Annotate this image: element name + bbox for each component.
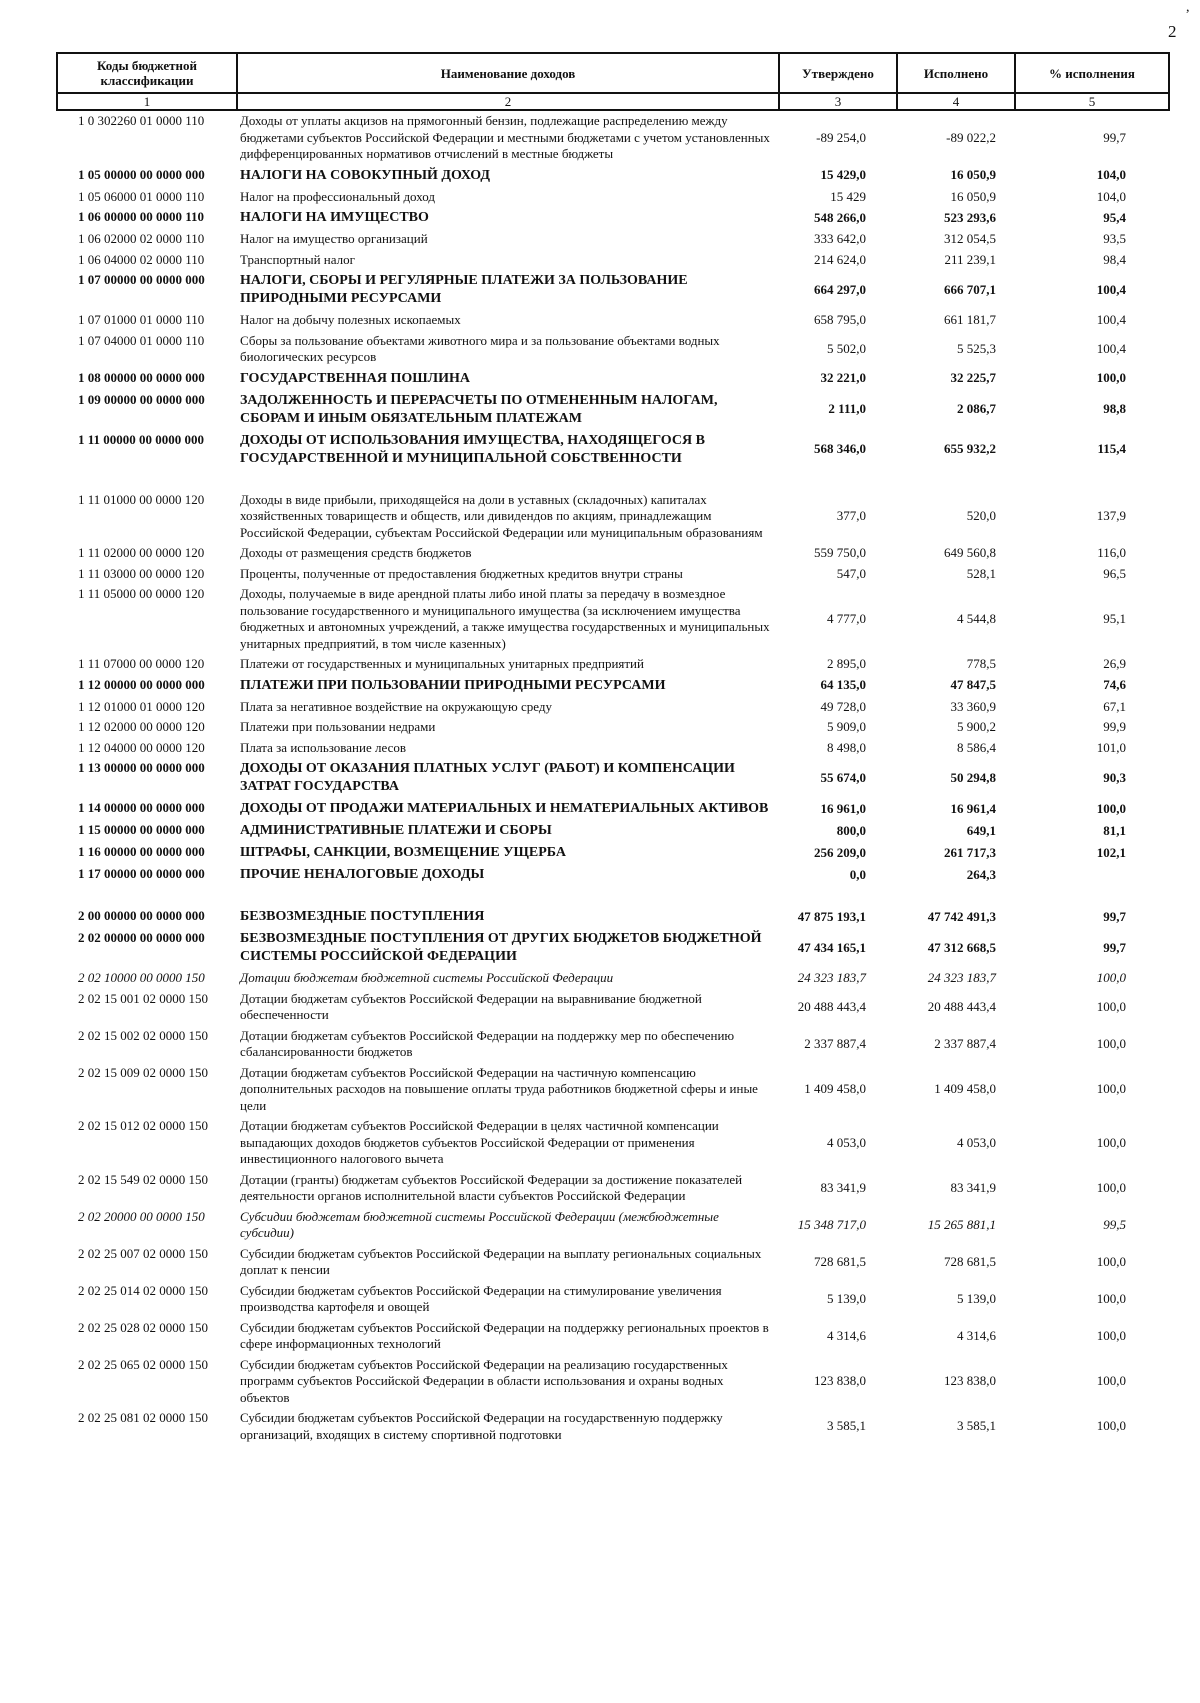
table-row [56,564,1168,585]
code-cell: 1 11 02000 00 0000 120 [78,545,205,560]
executed-cell: 5 900,2 [957,719,996,734]
name-cell: НАЛОГИ НА ИМУЩЕСТВО [240,210,429,225]
executed-cell: 8 586,4 [957,739,996,755]
percent-cell: 99,7 [1103,908,1126,924]
code-cell: 1 05 06000 01 0000 110 [78,188,205,204]
executed-cell: 83 341,9 [950,1179,996,1195]
code-cell: 1 11 05000 00 0000 120 [78,586,205,601]
approved-cell: 333 642,0 [814,231,866,246]
code-cell: 2 00 00000 00 0000 000 [78,908,205,923]
name-cell: НАЛОГИ, СБОРЫ И РЕГУЛЯРНЫЕ ПЛАТЕЖИ ЗА ПОЛЬЗОВАНИЕ ПРИРОДНЫМИ РЕСУРСАМИ [240,273,688,306]
table-row [56,229,1168,250]
percent-cell: 104,0 [1096,188,1126,204]
name-cell: Доходы в виде прибыли, приходящейся на доли в уставных (складочных) капиталах хозяйственных товариществ и обществ, или дивидендов по акциям, принадлежащим Российской Федерации, субъектам Российской Федерации или муниципальным образованиям [240,491,763,540]
percent-cell: 99,9 [1103,719,1126,734]
table-row [56,717,1168,738]
code-cell: 2 02 20000 00 0000 150 [78,1208,205,1224]
approved-cell: 20 488 443,4 [797,998,866,1014]
name-cell: ШТРАФЫ, САНКЦИИ, ВОЗМЕЩЕНИЕ УЩЕРБА [240,845,566,860]
code-cell: 1 13 00000 00 0000 000 [78,760,205,775]
executed-cell: 5 525,3 [957,340,996,356]
approved-cell: 2 337 887,4 [804,1035,866,1051]
percent-cell: 100,4 [1096,281,1126,297]
table-row [56,758,1168,798]
name-cell: Транспортный налог [240,251,355,267]
name-cell: БЕЗВОЗМЕЗДНЫЕ ПОСТУПЛЕНИЯ [240,909,485,924]
table-row [56,864,1168,886]
approved-cell: 0,0 [849,866,866,882]
executed-cell: 261 717,3 [944,844,996,860]
approved-cell: 47 875 193,1 [797,908,866,924]
percent-cell: 93,5 [1103,231,1126,246]
approved-cell [778,886,896,906]
percent-cell: 100,0 [1096,1327,1126,1343]
name-cell: Субсидии бюджетам субъектов Российской Федерации на поддержку региональных проектов в сфере информационных технологий [240,1319,769,1351]
percent-cell: 100,0 [1096,1081,1126,1096]
percent-cell: 102,1 [1096,844,1126,860]
approved-cell: 5 139,0 [827,1290,866,1306]
table-row [56,989,1168,1026]
executed-cell: 728 681,5 [944,1253,996,1269]
executed-cell: 661 181,7 [944,312,996,327]
table-row [56,270,1168,310]
approved-cell: 55 674,0 [820,769,866,785]
executed-cell: 24 323 183,7 [927,970,996,985]
approved-cell: 4 777,0 [827,610,866,626]
executed-cell: 211 239,1 [944,251,996,267]
approved-cell: 5 502,0 [827,340,866,356]
code-cell: 1 12 02000 00 0000 120 [78,719,205,734]
approved-cell: 47 434 165,1 [797,939,866,955]
name-cell: Плата за негативное воздействие на окружающую среду [240,698,552,714]
name-cell: Субсидии бюджетам субъектов Российской Федерации на государственную поддержку организаций, входящих в систему спортивной подготовки [240,1410,723,1442]
name-cell: ДОХОДЫ ОТ ИСПОЛЬЗОВАНИЯ ИМУЩЕСТВА, НАХОДЯЩЕГОСЯ В ГОСУДАРСТВЕННОЙ И МУНИЦИПАЛЬНОЙ СОБСТВЕННОСТИ [240,432,705,466]
percent-cell: 100,0 [1096,1418,1126,1434]
executed-cell: 50 294,8 [950,769,996,785]
approved-cell: 4 053,0 [827,1134,866,1150]
name-cell: АДМИНИСТРАТИВНЫЕ ПЛАТЕЖИ И СБОРЫ [240,823,552,838]
code-cell: 2 02 10000 00 0000 150 [78,970,205,985]
percent-cell: 90,3 [1103,769,1126,785]
code-cell: 1 16 00000 00 0000 000 [78,844,205,859]
percent-cell: 100,0 [1096,970,1126,985]
executed-cell: 32 225,7 [950,370,996,386]
code-cell [56,470,236,490]
code-cell: 1 12 00000 00 0000 000 [78,676,205,692]
table-row [56,165,1168,187]
percent-cell: 100,0 [1096,1253,1126,1269]
executed-cell: 123 838,0 [944,1373,996,1388]
name-cell: ДОХОДЫ ОТ ОКАЗАНИЯ ПЛАТНЫХ УСЛУГ (РАБОТ) И КОМПЕНСАЦИИ ЗАТРАТ ГОСУДАРСТВА [240,761,735,794]
executed-cell: 16 050,9 [950,188,996,204]
code-cell: 1 09 00000 00 0000 000 [78,391,205,407]
percent-cell: 74,6 [1103,677,1126,693]
executed-cell: 666 707,1 [944,281,996,297]
col-header-approved: Утверждено [779,53,897,93]
executed-cell: 2 086,7 [957,401,996,417]
percent-cell: 137,9 [1096,508,1126,523]
code-cell: 1 11 03000 00 0000 120 [78,565,205,581]
name-cell: Субсидии бюджетам субъектов Российской Федерации на стимулирование увеличения производства картофеля и овощей [240,1282,722,1314]
col-number: 1 [57,93,237,110]
table-row [56,331,1168,368]
name-cell: Дотации бюджетам бюджетной системы Российской Федерации [240,970,614,985]
table-row [56,390,1168,430]
table-row [56,1244,1168,1281]
approved-cell: 547,0 [836,565,866,581]
code-cell: 2 02 25 065 02 0000 150 [78,1356,208,1372]
approved-cell: 123 838,0 [814,1373,866,1388]
percent-cell: 98,4 [1103,251,1126,267]
table-row [56,1170,1168,1207]
name-cell: ПРОЧИЕ НЕНАЛОГОВЫЕ ДОХОДЫ [240,867,485,882]
code-cell: 1 11 07000 00 0000 120 [78,656,205,671]
name-cell: Дотации бюджетам субъектов Российской Федерации на поддержку мер по обеспечению сбалансированности бюджетов [240,1027,735,1059]
percent-cell: 96,5 [1103,565,1126,581]
executed-cell: 20 488 443,4 [927,998,996,1014]
percent-cell [1014,470,1168,490]
approved-cell: 2 895,0 [827,656,866,671]
percent-cell: 99,5 [1103,1216,1126,1232]
table-row [56,1318,1168,1355]
code-cell: 1 08 00000 00 0000 000 [78,369,205,385]
table-row [56,430,1168,470]
code-cell [56,886,236,906]
percent-cell: 100,0 [1096,800,1126,816]
code-cell: 2 02 15 002 02 0000 150 [78,1027,208,1043]
table-row [56,111,1168,165]
name-cell: Доходы от уплаты акцизов на прямогонный бензин, подлежащие распределению между бюджетами субъектов Российской Федерации и местными бюджетами с учетом установленных дифференцированных нормативов отчислений в местные бюджеты [240,113,770,161]
spacer-row [56,886,1168,906]
page-number: 2 [1168,22,1177,41]
executed-cell: 264,3 [966,866,996,882]
spacer-row [56,470,1168,490]
code-cell: 1 11 00000 00 0000 000 [78,431,205,447]
table-row [56,697,1168,718]
code-cell: 2 02 25 081 02 0000 150 [78,1410,208,1425]
percent-cell: 95,1 [1103,610,1126,626]
header-number-row [57,93,1169,110]
col-number: 2 [237,93,779,110]
executed-cell: 312 054,5 [944,231,996,246]
table-row [56,1026,1168,1063]
approved-cell: 49 728,0 [820,698,866,714]
percent-cell: 99,7 [1103,939,1126,955]
executed-cell: 15 265 881,1 [927,1216,996,1232]
code-cell: 1 06 02000 02 0000 110 [78,231,205,246]
code-cell: 1 17 00000 00 0000 000 [78,866,205,881]
approved-cell: 2 111,0 [828,401,866,417]
table-row [56,654,1168,675]
approved-cell: 24 323 183,7 [797,970,866,985]
executed-cell: 33 360,9 [950,698,996,714]
name-cell: Субсидии бюджетам субъектов Российской Федерации на выплату региональных социальных доплат к пенсии [240,1245,762,1277]
percent-cell [1014,886,1168,906]
approved-cell: 256 209,0 [814,844,866,860]
executed-cell: 3 585,1 [957,1418,996,1434]
table-row [56,368,1168,390]
code-cell: 1 06 00000 00 0000 110 [78,209,205,224]
table-row [56,1063,1168,1117]
name-cell: Платежи при пользовании недрами [240,719,436,734]
executed-cell: 655 932,2 [944,441,996,457]
executed-cell: 649,1 [966,822,996,838]
approved-cell [778,470,896,490]
name-cell: Платежи от государственных и муниципальных унитарных предприятий [240,656,644,671]
name-cell: Налог на профессиональный доход [240,188,435,204]
executed-cell: 649 560,8 [944,545,996,560]
code-cell: 1 0 302260 01 0000 110 [78,113,205,128]
code-cell: 1 06 04000 02 0000 110 [78,251,205,267]
code-cell: 1 12 04000 00 0000 120 [78,739,205,755]
approved-cell: -89 254,0 [816,129,866,145]
name-cell: ЗАДОЛЖЕННОСТЬ И ПЕРЕРАСЧЕТЫ ПО ОТМЕНЕННЫМ НАЛОГАМ, СБОРАМ И ИНЫМ ОБЯЗАТЕЛЬНЫМ ПЛАТЕЖАМ [240,392,718,426]
table-row [56,490,1168,544]
approved-cell: 15 429,0 [820,167,866,183]
executed-cell: 4 053,0 [957,1134,996,1150]
table-row [56,820,1168,842]
percent-cell: 99,7 [1103,129,1126,145]
name-cell: ДОХОДЫ ОТ ПРОДАЖИ МАТЕРИАЛЬНЫХ И НЕМАТЕРИАЛЬНЫХ АКТИВОВ [240,801,769,816]
approved-cell: 16 961,0 [820,800,866,816]
percent-cell: 100,0 [1096,1373,1126,1388]
code-cell: 1 07 01000 01 0000 110 [78,312,205,327]
name-cell: Субсидии бюджетам бюджетной системы Российской Федерации (межбюджетные субсидии) [240,1208,719,1240]
table-row [56,584,1168,654]
approved-cell: 214 624,0 [814,251,866,267]
code-cell: 1 14 00000 00 0000 000 [78,800,205,815]
approved-cell: 8 498,0 [827,739,866,755]
col-header-executed: Исполнено [897,53,1015,93]
table-row [56,1281,1168,1318]
code-cell: 1 07 04000 01 0000 110 [78,332,205,348]
col-header-name: Наименование доходов [237,53,779,93]
executed-cell: 4 544,8 [957,610,996,626]
name-cell: БЕЗВОЗМЕЗДНЫЕ ПОСТУПЛЕНИЯ ОТ ДРУГИХ БЮДЖЕТОВ БЮДЖЕТНОЙ СИСТЕМЫ РОССИЙСКОЙ ФЕДЕРАЦИИ [240,931,762,964]
name-cell: Доходы от размещения средств бюджетов [240,545,472,560]
percent-cell: 95,4 [1103,209,1126,225]
approved-cell: 559 750,0 [814,545,866,560]
corner-mark: , [1186,0,1190,15]
executed-cell: 1 409 458,0 [934,1081,996,1096]
approved-cell: 1 409 458,0 [804,1081,866,1096]
code-cell: 1 07 00000 00 0000 000 [78,272,205,287]
approved-cell: 377,0 [836,508,866,523]
executed-cell [896,886,1014,906]
executed-cell: 4 314,6 [957,1327,996,1343]
percent-cell: 100,0 [1096,998,1126,1014]
table-row [56,968,1168,989]
percent-cell: 67,1 [1103,698,1126,714]
code-cell: 1 12 01000 01 0000 120 [78,698,205,714]
col-number: 5 [1015,93,1169,110]
percent-cell: 100,0 [1096,370,1126,386]
table-row [56,675,1168,697]
approved-cell: 800,0 [836,822,866,838]
approved-cell: 3 585,1 [827,1418,866,1434]
income-table [56,111,1168,1445]
name-cell: Дотации (гранты) бюджетам субъектов Российской Федерации за достижение показателей деятельности органов исполнительной власти субъектов Российской Федерации [240,1171,743,1203]
executed-cell: 528,1 [966,565,996,581]
executed-cell [896,470,1014,490]
percent-cell: 104,0 [1096,167,1126,183]
approved-cell: 664 297,0 [814,281,866,297]
name-cell: Плата за использование лесов [240,739,406,755]
table-row [56,250,1168,271]
approved-cell: 32 221,0 [820,370,866,386]
executed-cell: 778,5 [966,656,996,671]
name-cell: ГОСУДАРСТВЕННАЯ ПОШЛИНА [240,370,470,386]
col-header-percent: % исполнения [1015,53,1169,93]
approved-cell: 15 348 717,0 [797,1216,866,1232]
approved-cell: 4 314,6 [827,1327,866,1343]
table-row [56,543,1168,564]
col-number: 3 [779,93,897,110]
percent-cell: 101,0 [1096,739,1126,755]
table-row [56,906,1168,928]
approved-cell: 83 341,9 [820,1179,866,1195]
table-row [56,310,1168,331]
percent-cell: 100,0 [1096,1290,1126,1306]
percent-cell: 115,4 [1097,441,1126,457]
header-row [57,53,1169,93]
approved-cell: 728 681,5 [814,1253,866,1269]
approved-cell: 568 346,0 [814,441,866,457]
table-row [56,842,1168,864]
executed-cell: 2 337 887,4 [934,1035,996,1051]
executed-cell: 47 847,5 [950,677,996,693]
code-cell: 2 02 25 007 02 0000 150 [78,1245,208,1261]
code-cell: 2 02 15 012 02 0000 150 [78,1118,208,1133]
name-cell: Проценты, полученные от предоставления бюджетных кредитов внутри страны [240,565,683,581]
percent-cell: 100,0 [1096,1035,1126,1051]
executed-cell: 16 961,4 [950,800,996,816]
name-cell: Доходы, получаемые в виде арендной платы либо иной платы за передачу в возмездное пользование государственного и муниципального имущества (за исключением имущества бюджетных и автономных учреждений, а также имущества государственных и муниципальных унитарных предприятий, в том числе казенных) [240,586,770,651]
table-row [56,1207,1168,1244]
name-cell: НАЛОГИ НА СОВОКУПНЫЙ ДОХОД [240,167,491,183]
executed-cell: 523 293,6 [944,209,996,225]
percent-cell [1014,864,1168,886]
name-cell: ПЛАТЕЖИ ПРИ ПОЛЬЗОВАНИИ ПРИРОДНЫМИ РЕСУРСАМИ [240,677,666,693]
code-cell: 2 02 15 549 02 0000 150 [78,1171,208,1187]
table-row [56,1355,1168,1409]
code-cell: 1 15 00000 00 0000 000 [78,822,205,837]
executed-cell: 16 050,9 [950,167,996,183]
percent-cell: 100,4 [1096,312,1126,327]
approved-cell: 5 909,0 [827,719,866,734]
code-cell: 2 02 25 014 02 0000 150 [78,1282,208,1298]
table-row [56,187,1168,208]
name-cell: Дотации бюджетам субъектов Российской Федерации в целях частичной компенсации выпадающих доходов бюджетов субъектов Российской Федерации от применения инвестиционного налогового вычета [240,1118,719,1166]
code-cell: 2 02 25 028 02 0000 150 [78,1319,208,1335]
percent-cell: 26,9 [1103,656,1126,671]
percent-cell: 100,0 [1096,1134,1126,1150]
name-cell: Субсидии бюджетам субъектов Российской Федерации на реализацию государственных программ субъектов Российской Федерации в области использования и охраны водных объектов [240,1356,728,1405]
approved-cell: 548 266,0 [814,209,866,225]
code-cell: 2 02 15 009 02 0000 150 [78,1064,208,1080]
executed-cell: 47 312 668,5 [927,939,996,955]
executed-cell: 520,0 [966,508,996,523]
table-row [56,1116,1168,1170]
name-cell [236,886,778,906]
table-row [56,738,1168,759]
name-cell: Сборы за пользование объектами животного мира и за пользование объектами водных биологических ресурсов [240,332,720,364]
executed-cell: 47 742 491,3 [927,908,996,924]
executed-cell: 5 139,0 [957,1290,996,1306]
percent-cell: 100,4 [1096,340,1126,356]
name-cell [236,470,778,490]
name-cell: Налог на имущество организаций [240,231,428,246]
table-row [56,798,1168,820]
name-cell: Дотации бюджетам субъектов Российской Федерации на выравнивание бюджетной обеспеченности [240,990,702,1022]
percent-cell: 116,0 [1097,545,1126,560]
col-header-codes: Коды бюджетной классификации [57,53,237,93]
approved-cell: 15 429 [830,188,866,204]
code-cell: 1 05 00000 00 0000 000 [78,166,205,182]
executed-cell: -89 022,2 [946,129,996,145]
approved-cell: 64 135,0 [820,677,866,693]
col-number: 4 [897,93,1015,110]
table-row [56,1408,1168,1445]
code-cell: 2 02 15 001 02 0000 150 [78,990,208,1006]
percent-cell: 81,1 [1103,822,1126,838]
percent-cell: 98,8 [1103,401,1126,417]
name-cell: Дотации бюджетам субъектов Российской Федерации на частичную компенсацию дополнительных расходов на повышение оплаты труда работников бюджетной сферы и иные цели [240,1064,758,1113]
code-cell: 1 11 01000 00 0000 120 [78,491,205,507]
percent-cell: 100,0 [1096,1179,1126,1195]
name-cell: Налог на добычу полезных ископаемых [240,312,461,327]
table-row [56,928,1168,968]
table-row [56,207,1168,229]
approved-cell: 658 795,0 [814,312,866,327]
code-cell: 2 02 00000 00 0000 000 [78,930,205,945]
header-table [56,52,1170,111]
